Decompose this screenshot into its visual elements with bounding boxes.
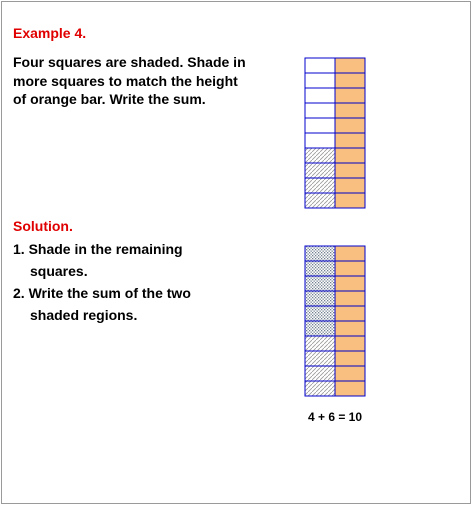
square-cell <box>305 148 335 163</box>
orange-bar-cell <box>335 88 365 103</box>
orange-bar-cell <box>335 336 365 351</box>
square-cell <box>305 88 335 103</box>
square-cell <box>305 306 335 321</box>
orange-bar-cell <box>335 246 365 261</box>
square-cell <box>305 381 335 396</box>
square-cell <box>305 118 335 133</box>
solution-title: Solution. <box>13 218 73 234</box>
square-cell <box>305 178 335 193</box>
orange-bar-cell <box>335 321 365 336</box>
square-cell <box>305 366 335 381</box>
solution-diagram <box>305 246 365 396</box>
square-cell <box>305 351 335 366</box>
square-cell <box>305 276 335 291</box>
square-cell <box>305 163 335 178</box>
orange-bar-cell <box>335 351 365 366</box>
square-cell <box>305 336 335 351</box>
square-cell <box>305 58 335 73</box>
square-cell <box>305 261 335 276</box>
orange-bar-cell <box>335 276 365 291</box>
orange-bar-cell <box>335 381 365 396</box>
orange-bar-cell <box>335 366 365 381</box>
square-cell <box>305 193 335 208</box>
orange-bar-cell <box>335 261 365 276</box>
orange-bar-cell <box>335 306 365 321</box>
square-cell <box>305 133 335 148</box>
problem-line-3: of orange bar. Write the sum. <box>13 91 206 107</box>
orange-bar-cell <box>335 103 365 118</box>
problem-line-1: Four squares are shaded. Shade in <box>13 54 246 70</box>
orange-bar-cell <box>335 148 365 163</box>
problem-line-2: more squares to match the height <box>13 72 238 89</box>
square-cell <box>305 291 335 306</box>
step-1-line-1: 1. Shade in the remaining <box>13 241 183 257</box>
step-2-line-2: shaded regions. <box>30 307 138 323</box>
sum-equation: 4 + 6 = 10 <box>307 410 363 424</box>
square-cell <box>305 246 335 261</box>
orange-bar-cell <box>335 178 365 193</box>
orange-bar-cell <box>335 133 365 148</box>
step-1-line-2: squares. <box>30 263 88 279</box>
problem-diagram <box>305 58 365 208</box>
orange-bar-cell <box>335 193 365 208</box>
square-cell <box>305 73 335 88</box>
orange-bar-cell <box>335 58 365 73</box>
example-title: Example 4. <box>13 25 87 41</box>
square-cell <box>305 321 335 336</box>
orange-bar-cell <box>335 163 365 178</box>
square-cell <box>305 103 335 118</box>
orange-bar-cell <box>335 118 365 133</box>
step-2-line-1: 2. Write the sum of the two <box>13 285 191 301</box>
orange-bar-cell <box>335 73 365 88</box>
orange-bar-cell <box>335 291 365 306</box>
